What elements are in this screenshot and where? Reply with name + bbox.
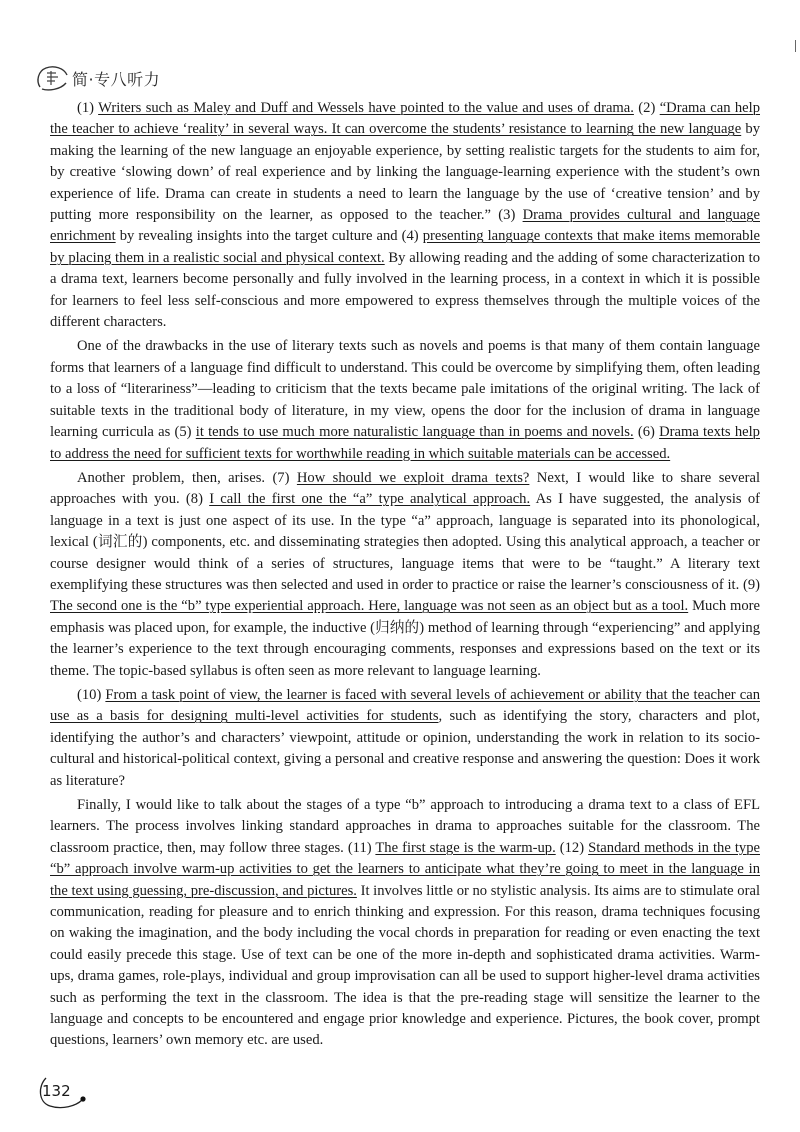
underlined-answer-text: “Drama can help the teacher to achieve ‘reality’ in several ways. It can overcome the students’ resistance to learning the new language (50, 100, 760, 138)
underlined-answer-text: presenting language contexts that make items memorable by placing them in a realistic social and physical context. (50, 228, 760, 266)
underlined-answer-text: it tends to use much more naturalistic language than in poems and novels. (195, 424, 634, 441)
paragraph-text: , such as identifying the story, characters and plot, identifying the author’s and characters’ viewpoint, attitude or opinion, understanding the work in relation to its socio-cultural and historical-political context, giving a personal and creative response and answering the question: Does it work as literature? (50, 708, 760, 789)
paragraph-text: By allowing reading and the adding of some characterization to a drama text, learners become personally and fully involved in the learning process, in a context in which it is possible for learners to feel less self-conscious and more empowered to express themselves through the multiple voices of the different characters. (50, 249, 760, 331)
underlined-answer-text: Drama provides cultural and language enrichment (50, 207, 760, 245)
paragraph-text: One of the drawbacks in the use of literary texts such as novels and poems is that many of them contain language forms that learners of a language find difficult to understand. This could be overcome by simplifying them, often leading to a loss of “literariness”—leading to criticism that the texts became pale imitations of the original writing. The lack of suitable texts in the traditional body of literature, in my view, opens the door for the inclusion of drama in language learning curricula as (5) (50, 338, 760, 441)
body-paragraph (50, 685, 760, 792)
paragraph-text: (1) (77, 100, 99, 116)
page-number-badge (36, 1072, 96, 1112)
body-paragraph (50, 98, 760, 333)
paragraph-text: (10) (77, 686, 106, 703)
body-paragraph (50, 795, 760, 1052)
underlined-answer-text: The second one is the “b” type experiential approach. Here, language was not seen as an object but as a tool. (50, 598, 689, 615)
series-logo-icon (34, 63, 70, 93)
paragraph-text: Much more emphasis was placed upon, for example, the inductive (归纳的) method of learning through “experiencing” and applying the learner’s experience to the text through encouraging comments, responses and expressions based on the text or its theme. The topic-based syllabus is often seen as more relevant to language learning. (50, 598, 760, 679)
paragraph-text: (2) (633, 100, 660, 116)
document-body (50, 98, 760, 1055)
underlined-answer-text: Standard methods in the type “b” approach involve warm-up activities to get the learners to anticipate what they’re going to meet in the language in the text using guessing, pre-discussion, and pictures. (50, 839, 760, 899)
underlined-answer-text: How should we exploit drama texts? (296, 469, 530, 486)
underlined-answer-text: Drama texts help to address the need for sufficient texts for worthwhile reading in which suitable materials can be accessed. (50, 424, 760, 462)
paragraph-text: Next, I would like to share several approaches with you. (8) (50, 469, 761, 508)
body-paragraph (50, 336, 760, 464)
paragraph-text: by revealing insights into the target culture and (4) (115, 228, 423, 245)
paragraph-text: As I have suggested, the analysis of language in a text is just one aspect of its use. In the type “a” approach, language is separated into its phonological, lexical (词汇的) components, etc. and disseminating strategies then adopted. Using this analytical approach, a teacher or course designer would think of a series of structures, language items that were to be “taught.” A literary text exemplifying these structures was then selected and used in order to practice or raise the learner’s consciousness of it. (9) (50, 491, 760, 593)
page-number: 132 (42, 1082, 71, 1100)
paragraph-text: (12) (555, 839, 589, 856)
paragraph-text: Another problem, then, arises. (7) (77, 469, 297, 486)
underlined-answer-text: I call the first one the “a” type analytical approach. (209, 491, 531, 508)
underlined-answer-text: Writers such as Maley and Duff and Wessels have pointed to the value and uses of drama. (98, 100, 634, 116)
body-paragraph (50, 468, 760, 682)
paragraph-text: It involves little or no stylistic analysis. Its aims are to stimulate oral communication, reading for pleasure and to enrich thinking and expression. For this reason, drama techniques focusing on waking the imagination, and the body including the vocal chords in preparation for reading or even enacting the text could easily precede this stage. Use of text can be one of the more in-depth and sophisticated drama activities. Warm-ups, drama games, role-plays, individual and group improvisation can all be used to support higher-level drama activities such as performing the text in the classroom. The idea is that the pre-reading stage will sensitize the learner to the language and concepts to be encountered and engage prior knowledge and experience. Pictures, the book cover, prompt questions, learners’ own memory etc. are used. (50, 882, 760, 1049)
paragraph-text: Finally, I would like to talk about the stages of a type “b” approach to introducing a drama text to a class of EFL learners. The process involves linking standard approaches in drama to approaches suitable for the classroom. The classroom practice, then, may follow three stages. (11) (50, 797, 760, 856)
underlined-answer-text: From a task point of view, the learner is faced with several levels of achievement or ability that the teacher can use as a basis for designing multi-level activities for students (50, 686, 760, 725)
page-edge-mark (795, 40, 796, 52)
series-title: 简·专八听力 (72, 69, 161, 89)
running-header (34, 64, 160, 92)
paragraph-text: (6) (633, 424, 660, 441)
underlined-answer-text: The first stage is the warm-up. (375, 839, 556, 856)
paragraph-text: by making the learning of the new language an enjoyable experience, by setting realistic targets for the students to aim for, by creative ‘slowing down’ of real experience and by linking the language-learning experience with the student’s own experience of life. Drama can create in students a need to learn the language by the use of ‘creative tension’ and by putting more responsibility on the learner, as opposed to the teacher.” (3) (50, 121, 760, 224)
